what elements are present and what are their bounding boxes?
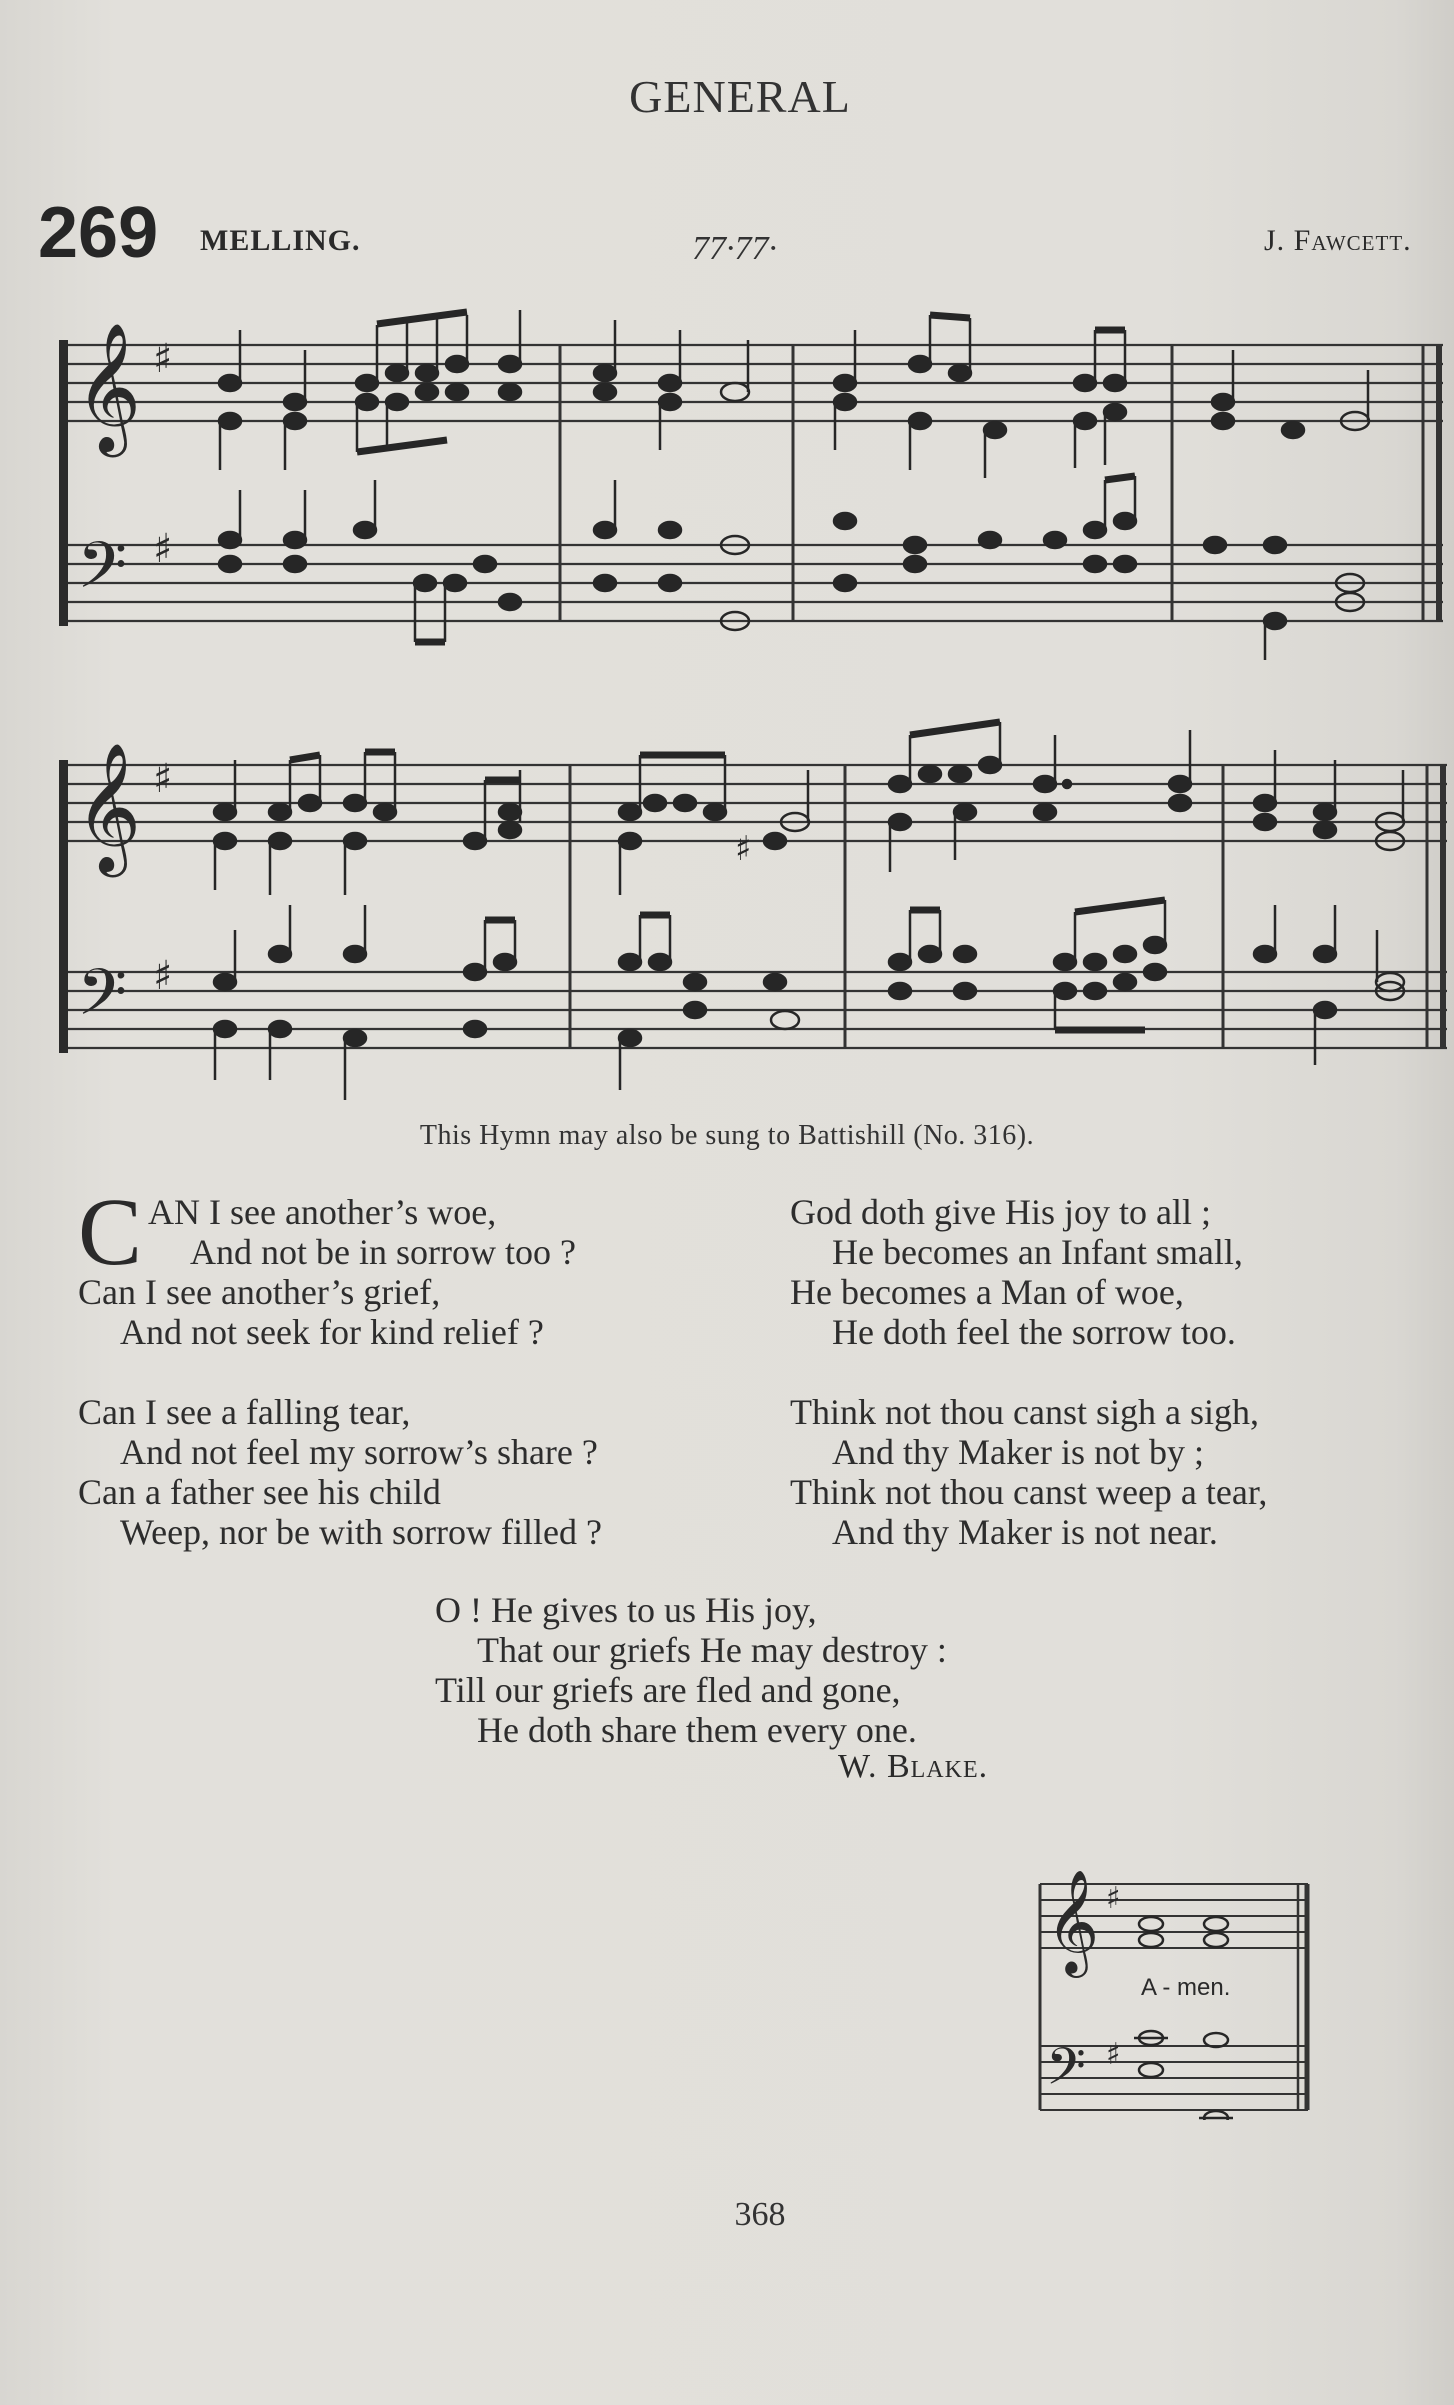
- system-brace-bar-2: [59, 760, 68, 1053]
- hymn-number: 269: [38, 193, 159, 273]
- verse-line: That our griefs He may destroy :: [477, 1630, 947, 1670]
- amen-block: [1036, 1860, 1316, 2120]
- verse-line: Weep, nor be with sorrow filled ?: [120, 1512, 602, 1552]
- page-number: 368: [734, 2196, 786, 2233]
- music-system-1: [55, 300, 1454, 660]
- verse-line: Till our griefs are fled and gone,: [435, 1670, 901, 1710]
- bass-clef-icon: 𝄢: [77, 956, 128, 1046]
- tune-name: MELLING.: [200, 224, 361, 257]
- key-signature-sharp-icon: ♯: [1106, 2037, 1121, 2072]
- verse-line: And thy Maker is not by ;: [832, 1432, 1204, 1472]
- amen-label: A - men.: [1141, 1974, 1231, 2001]
- composer: J. Fawcett.: [1264, 224, 1412, 257]
- verse-line: Think not thou canst sigh a sigh,: [790, 1392, 1259, 1432]
- verse-3: [790, 1192, 1243, 1352]
- verse-line: And not seek for kind relief ?: [120, 1312, 544, 1352]
- key-signature-sharp-icon: ♯: [153, 953, 173, 999]
- treble-clef-icon: 𝄞: [1046, 1869, 1100, 1974]
- section-title: GENERAL: [629, 71, 851, 122]
- verse-2: [78, 1392, 602, 1552]
- staff-lines-treble-2: [63, 765, 1447, 841]
- key-signature-sharp-icon: ♯: [1106, 1881, 1121, 1916]
- dropcap: C: [78, 1178, 143, 1285]
- verse-line: He becomes a Man of woe,: [790, 1272, 1184, 1312]
- staff-lines-bass-1: [63, 545, 1443, 621]
- verse-line: Can a father see his child: [78, 1472, 441, 1512]
- barlines-1: [560, 345, 1439, 621]
- verse-line: O ! He gives to us His joy,: [435, 1590, 817, 1630]
- bass-clef-icon: 𝄢: [77, 529, 128, 619]
- verse-4: [790, 1392, 1267, 1552]
- verse-line: Can I see a falling tear,: [78, 1392, 411, 1432]
- verse-5: [435, 1590, 947, 1750]
- hymn-author: W. Blake.: [838, 1748, 989, 1785]
- svg-text:♯: ♯: [735, 829, 752, 869]
- verse-line: Think not thou canst weep a tear,: [790, 1472, 1268, 1512]
- verse-line: He doth feel the sorrow too.: [832, 1312, 1236, 1352]
- key-signature-sharp-icon: ♯: [153, 526, 173, 572]
- key-signature-sharp-icon: ♯: [153, 756, 173, 802]
- verse-line: God doth give His joy to all ;: [790, 1192, 1211, 1232]
- treble-clef-icon: 𝄞: [75, 742, 142, 872]
- key-signature-sharp-icon: ♯: [153, 336, 173, 382]
- alternate-tune-note: This Hymn may also be sung to Battishill (No. 316).: [419, 1120, 1035, 1151]
- music-system-2: [55, 700, 1454, 1100]
- staff-lines-treble-1: [63, 345, 1443, 421]
- verse-line: AN I see another’s woe,: [148, 1192, 497, 1232]
- verse-line: He becomes an Infant small,: [832, 1232, 1243, 1272]
- system-brace-bar-1: [59, 340, 68, 626]
- verse-line: And thy Maker is not near.: [832, 1512, 1218, 1552]
- notes-system-2: [214, 722, 1404, 1100]
- verse-line: He doth share them every one.: [477, 1710, 917, 1750]
- meter: 77·77·: [692, 230, 777, 267]
- verse-line: Can I see another’s grief,: [78, 1272, 441, 1312]
- treble-clef-icon: 𝄞: [75, 322, 142, 452]
- verse-1: [78, 1178, 738, 1362]
- verse-line: And not be in sorrow too ?: [190, 1232, 576, 1272]
- verse-line: And not feel my sorrow’s share ?: [120, 1432, 598, 1472]
- bass-clef-icon: 𝄢: [1046, 2036, 1086, 2109]
